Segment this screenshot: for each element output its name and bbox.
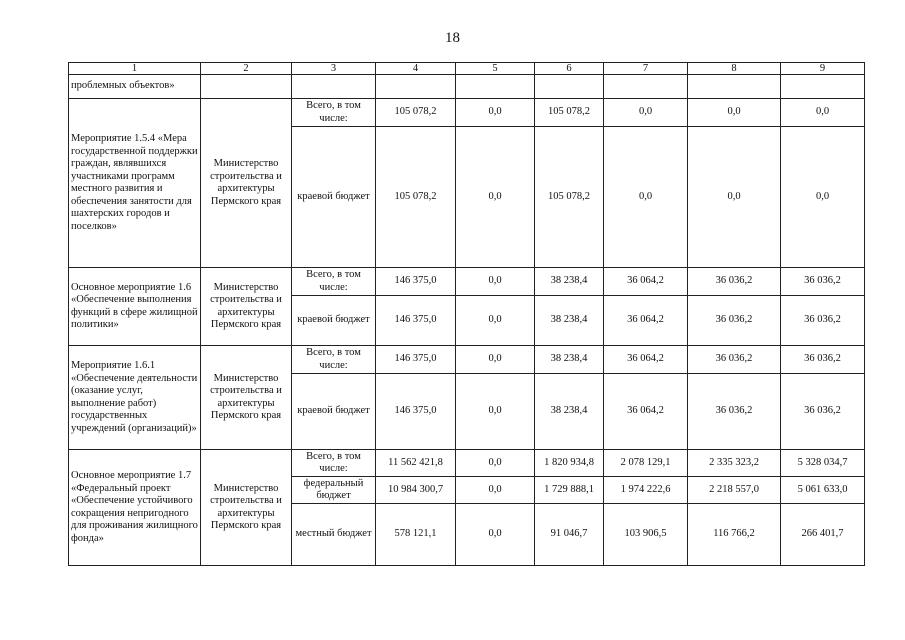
empty-cell	[456, 75, 535, 99]
value-cell: 36 064,2	[604, 296, 688, 346]
funding-source: Всего, в том числе:	[292, 99, 376, 127]
table-row	[69, 346, 865, 374]
value-cell: 36 064,2	[604, 268, 688, 296]
value-cell: 0,0	[456, 127, 535, 268]
value-cell: 36 036,2	[688, 346, 781, 374]
value-cell: 2 335 323,2	[688, 450, 781, 477]
value-cell: 2 218 557,0	[688, 477, 781, 504]
value-cell: 146 375,0	[376, 296, 456, 346]
value-cell: 146 375,0	[376, 346, 456, 374]
value-cell: 146 375,0	[376, 268, 456, 296]
budget-table	[68, 62, 865, 566]
empty-cell	[781, 75, 865, 99]
value-cell: 36 036,2	[781, 346, 865, 374]
column-header: 2	[201, 63, 292, 75]
column-header: 4	[376, 63, 456, 75]
value-cell: 0,0	[456, 374, 535, 450]
value-cell: 5 061 633,0	[781, 477, 865, 504]
value-cell: 10 984 300,7	[376, 477, 456, 504]
value-cell: 0,0	[688, 99, 781, 127]
value-cell: 1 974 222,6	[604, 477, 688, 504]
value-cell: 105 078,2	[535, 99, 604, 127]
value-cell: 36 036,2	[781, 268, 865, 296]
value-cell: 38 238,4	[535, 346, 604, 374]
funding-source: федеральный бюджет	[292, 477, 376, 504]
value-cell: 0,0	[688, 127, 781, 268]
value-cell: 36 036,2	[688, 374, 781, 450]
executor: Министерство строительства и архитектуры Пермского края	[201, 450, 292, 566]
value-cell: 1 820 934,8	[535, 450, 604, 477]
value-cell: 1 729 888,1	[535, 477, 604, 504]
column-header: 9	[781, 63, 865, 75]
empty-cell	[535, 75, 604, 99]
empty-cell	[688, 75, 781, 99]
value-cell: 0,0	[456, 268, 535, 296]
value-cell: 0,0	[604, 127, 688, 268]
empty-cell	[604, 75, 688, 99]
value-cell: 36 064,2	[604, 374, 688, 450]
funding-source: Всего, в том числе:	[292, 450, 376, 477]
empty-cell	[201, 75, 292, 99]
value-cell: 105 078,2	[376, 99, 456, 127]
column-header: 1	[69, 63, 201, 75]
value-cell: 5 328 034,7	[781, 450, 865, 477]
value-cell: 38 238,4	[535, 296, 604, 346]
funding-source: краевой бюджет	[292, 374, 376, 450]
value-cell: 105 078,2	[535, 127, 604, 268]
value-cell: 0,0	[781, 127, 865, 268]
column-header: 5	[456, 63, 535, 75]
value-cell: 91 046,7	[535, 504, 604, 566]
measure-name: Основное мероприятие 1.6 «Обеспечение выполнения функций в сфере жилищной политики»	[69, 268, 201, 346]
measure-name-continuation: проблемных объектов»	[69, 75, 201, 99]
funding-source: Всего, в том числе:	[292, 268, 376, 296]
table-row	[69, 450, 865, 477]
column-header: 6	[535, 63, 604, 75]
value-cell: 0,0	[456, 296, 535, 346]
header-row	[69, 63, 865, 75]
table-row	[69, 268, 865, 296]
page-number: 18	[445, 30, 460, 46]
value-cell: 36 036,2	[781, 296, 865, 346]
value-cell: 38 238,4	[535, 374, 604, 450]
value-cell: 36 036,2	[688, 296, 781, 346]
value-cell: 36 064,2	[604, 346, 688, 374]
funding-source: краевой бюджет	[292, 296, 376, 346]
funding-source: Всего, в том числе:	[292, 346, 376, 374]
empty-cell	[292, 75, 376, 99]
empty-cell	[376, 75, 456, 99]
column-header: 7	[604, 63, 688, 75]
measure-name: Мероприятие 1.5.4 «Мера государственной поддержки граждан, являвшихся участниками программ местного развития и обеспечения занятости для шахтерских городов и поселков»	[69, 99, 201, 268]
value-cell: 11 562 421,8	[376, 450, 456, 477]
value-cell: 0,0	[604, 99, 688, 127]
executor: Министерство строительства и архитектуры Пермского края	[201, 99, 292, 268]
measure-name: Мероприятие 1.6.1 «Обеспечение деятельности (оказание услуг, выполнение работ) государственных учреждений (организаций)»	[69, 346, 201, 450]
executor: Министерство строительства и архитектуры Пермского края	[201, 268, 292, 346]
value-cell: 266 401,7	[781, 504, 865, 566]
value-cell: 0,0	[456, 450, 535, 477]
funding-source: местный бюджет	[292, 504, 376, 566]
value-cell: 116 766,2	[688, 504, 781, 566]
value-cell: 146 375,0	[376, 374, 456, 450]
value-cell: 103 906,5	[604, 504, 688, 566]
measure-name: Основное мероприятие 1.7 «Федеральный проект «Обеспечение устойчивого сокращения непригодного для проживания жилищного фонда»	[69, 450, 201, 566]
value-cell: 105 078,2	[376, 127, 456, 268]
column-header: 8	[688, 63, 781, 75]
value-cell: 36 036,2	[781, 374, 865, 450]
column-header: 3	[292, 63, 376, 75]
table-row	[69, 99, 865, 127]
value-cell: 0,0	[456, 346, 535, 374]
executor: Министерство строительства и архитектуры Пермского края	[201, 346, 292, 450]
continuation-row	[69, 75, 865, 99]
funding-source: краевой бюджет	[292, 127, 376, 268]
value-cell: 0,0	[456, 477, 535, 504]
value-cell: 0,0	[456, 99, 535, 127]
value-cell: 2 078 129,1	[604, 450, 688, 477]
value-cell: 0,0	[456, 504, 535, 566]
value-cell: 578 121,1	[376, 504, 456, 566]
value-cell: 38 238,4	[535, 268, 604, 296]
value-cell: 36 036,2	[688, 268, 781, 296]
value-cell: 0,0	[781, 99, 865, 127]
